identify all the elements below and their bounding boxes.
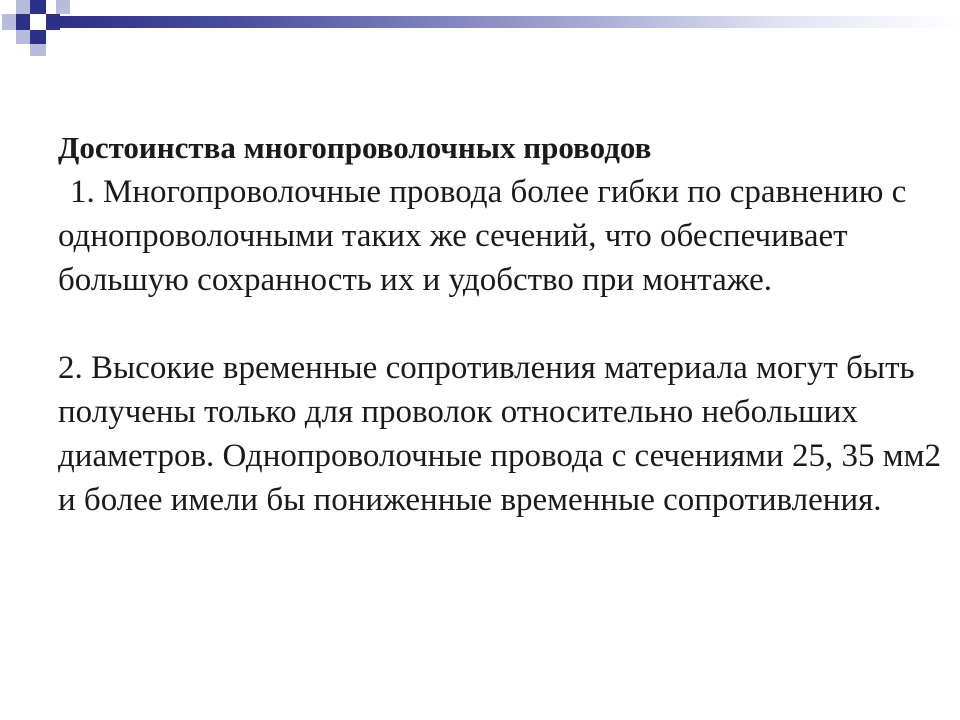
decor-square xyxy=(46,14,60,30)
decor-square xyxy=(30,44,46,56)
decor-square xyxy=(16,0,30,14)
header-decoration xyxy=(0,0,960,60)
decor-square xyxy=(46,0,56,14)
decor-square xyxy=(56,0,70,14)
decor-square xyxy=(2,14,16,30)
advantage-point-2: 2. Высокие временные сопротивления материала могут быть получены только для проволок относительно небольших диаметров. Однопроволочные провода с сечениями 25, 35 мм2 и более имели бы пониженные временные сопротивления. xyxy=(58,350,941,518)
advantage-point-1: 1. Многопроволочные провода более гибки по сравнению с однопроволочными таких же сечений, что обеспечивает большую сохранность их и удобство при монтаже. xyxy=(58,174,907,298)
slide-title: Достоинства многопроволочных проводов xyxy=(58,130,652,165)
decor-square xyxy=(16,14,30,30)
header-gradient-bar xyxy=(60,16,960,28)
decor-square xyxy=(16,30,30,44)
decor-square xyxy=(30,0,46,14)
slide-body xyxy=(58,126,948,522)
decor-square xyxy=(30,30,46,44)
decor-square xyxy=(30,14,46,30)
